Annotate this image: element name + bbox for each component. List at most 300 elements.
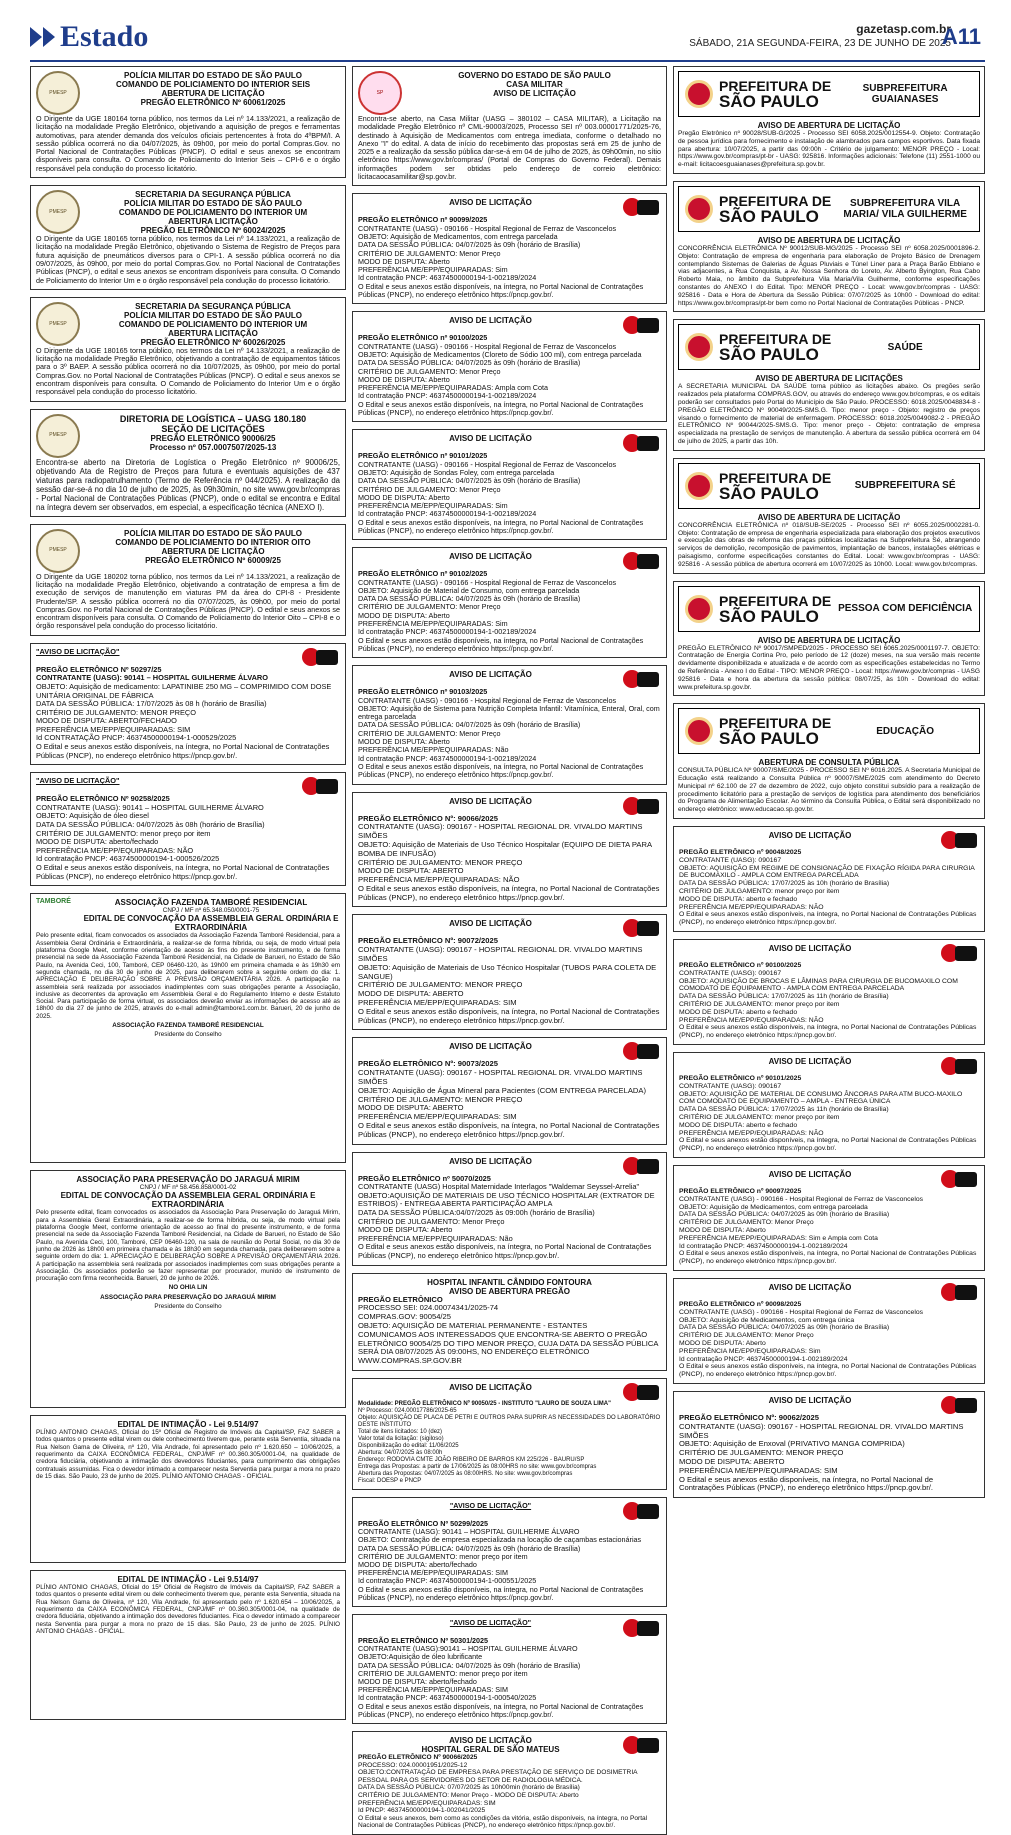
notice-line: CONTRATANTE (UASG): 90141 – HOSPITAL GUILHERME ÁLVARO [36, 802, 264, 812]
notice-subheading: EDITAL DE CONVOCAÇÃO DA ASSEMBLEIA GERAL ORDINÁRIA E EXTRAORDINÁRIA [60, 1191, 316, 1210]
notice-hga-50301 [352, 1614, 667, 1724]
notice-line: OBJETO: Aquisição de Medicamentos (Cloreto de Sódio 100 ml), com entrega parcelada [358, 349, 642, 359]
notice-subheading: ABERTURA DE LICITAÇÃO [161, 89, 265, 98]
sp-gov-logo-icon [941, 1170, 979, 1188]
notice-pref-saude [673, 319, 985, 450]
notice-line: CRITÉRIO DE JULGAMENTO: MENOR PREÇO [358, 1094, 523, 1104]
notice-cnpj: CNPJ / MF nº 65.348.050/0001-75 [162, 907, 260, 915]
notice-line: PREFERÊNCIA ME/EPP/EQUIPARADAS: SIM [358, 1685, 509, 1695]
notice-line: PREFERÊNCIA ME/EPP/EQUIPARADAS: NÃO [679, 903, 824, 911]
notice-lines [679, 1075, 979, 1153]
notice-line: PREFERÊNCIA ME/EPP/EQUIPARADAS: Sim e Ampla com Cota [679, 1234, 878, 1242]
notice-heading: HOSPITAL GERAL DE SÃO MATEUS [421, 1745, 560, 1754]
police-seal-icon: PMESP [36, 302, 80, 346]
notice-line: CRITÉRIO DE JULGAMENTO: MENOR PREÇO [358, 857, 523, 867]
notice-hrvms-90066 [352, 792, 667, 908]
sp-gov-logo-icon [302, 648, 340, 666]
notice-line: CONTRATANTE (UASG):90141 – HOSPITAL GUILHERME ÁLVARO [358, 1644, 578, 1654]
notice-heading: ASSOCIAÇÃO PARA PRESERVAÇÃO DO JARAGUÁ MIRIM [76, 1175, 300, 1185]
notice-heading: HOSPITAL INFANTIL CÂNDIDO FONTOURA [427, 1277, 592, 1287]
notice-line: PREFERÊNCIA ME/EPP/EQUIPARADAS: NÃO [36, 845, 194, 855]
notice-casa-militar [352, 66, 667, 186]
notice-line: MODO DE DISPUTA: ABERTO/FECHADO [36, 716, 177, 726]
notice-tag: AVISO DE LICITAÇÃO [768, 831, 852, 841]
notice-c2 [673, 939, 985, 1045]
banner-department: SUBPREFEITURA GUAIANASES [862, 83, 948, 105]
notice-lauro-souza-lima [352, 1378, 667, 1490]
notice-number: PREGÃO ELETRÔNICO Nº 60009/25 [145, 555, 281, 565]
notice-line: CONTRATANTE (UASG) - 090166 - Hospital Regional de Ferraz de Vasconcelos [679, 1195, 924, 1203]
notice-line: Endereço: RODOVIA CMTE JOÃO RIBEIRO DE BARROS KM 225/226 - BAURU/SP [358, 1456, 585, 1463]
signature-name: NO OHIA LIN [168, 1284, 208, 1292]
notice-subheading: ABERTURA DE LICITAÇÃO [161, 546, 265, 556]
notice-lines [358, 570, 661, 653]
notice-line: CONTRATANTE (UASG) - 090166 - Hospital Regional de Ferraz de Vasconcelos [358, 223, 617, 233]
banner-department: PESSOA COM DEFICIÊNCIA [838, 603, 973, 615]
notice-heading: COMANDO DE POLICIAMENTO DO INTERIOR OITO [115, 537, 311, 547]
notice-line: PREGÃO ELETRÔNICO nº 90100/2025 [358, 333, 488, 343]
notice-line: O Edital e seus anexos estão disponíveis, na íntegra, no Portal Nacional de Contratações Públicas (PNCP), no endereço eletrônico https://pncp.gov.br/. [679, 1137, 977, 1153]
notice-tag: AVISO DE LICITAÇÃO [449, 552, 532, 562]
notice-heading: POLÍCIA MILITAR DO ESTADO DE SÃO PAULO [124, 199, 302, 209]
notice-line: CRITÉRIO DE JULGAMENTO: Menor Preço [358, 1216, 505, 1226]
notice-heading: POLÍCIA MILITAR DO ESTADO DE SÃO PAULO [124, 310, 302, 320]
notice-heading: AVISO DE ABERTURA DE LICITAÇÕES [755, 374, 903, 384]
notice-heading: SEÇÃO DE LICITAÇÕES [161, 423, 265, 434]
sp-gov-logo-icon [941, 944, 979, 962]
sp-gov-logo-icon [623, 1383, 661, 1401]
notice-line: OBJETO:AQUISIÇÃO DE MATERIAIS DE USO TÉCNICO HOSPITALAR (EXTRATOR DE ESTRIBOS) - ENTREGA ABERTA PARTICIPAÇÃO AMPLA [358, 1190, 655, 1209]
notice-line: PREGÃO ELETRÔNICO nº 90103/2025 [358, 687, 488, 697]
notice-hrvms-90072 [352, 914, 667, 1030]
notice-line: PREGÃO ELETRÔNICO nº 90101/2025 [679, 1075, 802, 1083]
banner-department: SUBPREFEITURA SÉ [854, 480, 956, 492]
notice-line: CONTRATANTE (UASG): 090167 [679, 969, 782, 977]
notice-line: PREGÃO ELETRÔNICO Nº 50297/25 [36, 664, 162, 674]
banner-line: PREFEITURA DE [719, 469, 832, 486]
notice-line: CRITÉRIO DE JULGAMENTO: MENOR PREÇO [679, 1448, 844, 1458]
notice-tag: AVISO DE LICITAÇÃO [449, 919, 532, 929]
notice-line: CONTRATANTE (UASG) - 090166 - Hospital Regional de Ferraz de Vasconcelos [358, 695, 617, 705]
notice-line: PREFERÊNCIA ME/EPP/EQUIPARADAS: SIM [36, 724, 191, 734]
notice-lines [679, 1414, 979, 1493]
notice-line: O Edital e seus anexos estão disponíveis, na íntegra, no Portal Nacional de Contratações Públicas (PNCP), no endereço eletrônico https://pncp.gov.br/. [679, 1024, 977, 1040]
notice-line: PREFERÊNCIA ME/EPP/EQUIPARADAS: NÃO [358, 875, 520, 885]
notice-line: PREGÃO ELETRÔNICO nº 90100/2025 [679, 962, 802, 970]
notice-line: OBJETO: Aquisição de Material de Consumo, com entrega parcelada [358, 585, 580, 595]
tambore-logo: TAMBORÉ [36, 898, 71, 906]
notice-line: PREGÃO ELETRÔNICO Nº: 90073/2025 [358, 1059, 498, 1069]
sp-gov-logo-icon [623, 670, 661, 688]
notice-body: Pelo presente edital, ficam convocados os associados da Associação Fazenda Tamboré Residencial, para a Assembleia Geral Ordinária e Extraordinária, a realizar-se de forma híbrida, ou seja, de modo virtual pela plataforma Google Meet, conforme orientação de acesso às fins do presente instrumento, e de forma presencial na sede da Associação Fazenda Tamboré Residencial, na Cidade de Barueri, no Estado de São Paulo, na Avenida Ceci, 100, Tamboré, CEP 06460-120, às 19h00 em primeira chamada e às 19h30 em segunda chamada, no dia 30 de junho de 2025, para deliberarem sobre a seguinte ordem do dia: 1. APRECIAÇÃO E DELIBERAÇÃO SOBRE A PREVISÃO ORÇAMENTÁRIA 2026. A participação na assembleia será realizada por associados inadimplentes com suas obrigações perante a Associação, inclusive as decorrentes da aprovação em Assembleia Geral e do Regulamento Interno e deste Estatuto Social. Para participação de forma virtual, os associados deverão enviar as informações de acesso até as 18h00 do dia 27 de junho de 2025, através do e-mail admin@tambore1.com.br. Barueri, 20 de junho de 2025. [36, 932, 340, 1020]
notice-line: Id CONTRATAÇÃO PNCP: 46374500000194-1-000529/2025 [36, 733, 237, 743]
notice-body: Pregão Eletrônico nº 90028/SUB-G/2025 - Processo SEI 6058.2025/0012554-9. Objeto: Contratação de pessoa jurídica para fornecimento e instalação de alambrados para campos esportivos. Data fixada para abertura: 10/07/2025, a partir das 09:00h - Critério de julgamento: MENOR PREÇO - Local: https://www.gov.br/compras/pt-br - UASG: 925816. Informações adicionais: Telefone (11) 2551-1000 ou e-mail: licitacoesguaianases@prefeitura.sp.gov.br. [678, 130, 980, 169]
notice-tag: AVISO DE LICITAÇÃO [768, 944, 852, 954]
notice-heading: AVISO DE ABERTURA DE LICITAÇÃO [757, 235, 901, 245]
notice-line: Total de itens licitados: 10 (dez) [358, 1428, 443, 1435]
notice-line: Id contratação PNCP: 46374500000194-1-002189/2024 [358, 273, 537, 283]
section-title: Estado [60, 20, 149, 53]
notice-line: CRITÉRIO DE JULGAMENTO: Menor Preço [358, 484, 501, 494]
notice-line: PREGÃO ELETRÔNICO Nº 90066/2025 [358, 1754, 478, 1761]
notice-line: PROCESSO: 024.00001951/2025-12 [358, 1761, 468, 1769]
notice-line: CONTRATANTE (UASG) Hospital Maternidade Interlagos "Waldemar Seyssel-Arrelia" [358, 1182, 640, 1192]
notice-line: O Edital e seus anexos estão disponíveis, na íntegra, no Portal Nacional de Contratações Públicas (PNCP), no endereço eletrônico https://pncp.gov.br/. [679, 1363, 977, 1379]
notice-line: OBJETO:Aquisição de óleo lubrificante [358, 1652, 483, 1662]
notice-line: DATA DA SESSÃO PÚBLICA: 04/07/2025 às 09h (horário de Brasília) [358, 1660, 581, 1670]
police-seal-icon: PMESP [36, 71, 80, 115]
notice-line: PREFERÊNCIA ME/EPP/EQUIPARADAS: SIM [358, 1799, 496, 1807]
column-left [30, 66, 346, 1720]
notice-tag: "AVISO DE LICITAÇÃO" [449, 1617, 532, 1627]
sp-gov-logo-icon [623, 1157, 661, 1175]
notice-pref-pcd [673, 581, 985, 697]
notice-line: O Edital e seus anexos estão disponíveis, na íntegra, no Portal Nacional de Contratações Públicas (PNCP), no endereço eletrônico https://pncp.gov.br/. [358, 761, 644, 780]
notice-line: OBJETO: AQUISIÇÃO DE MATERIAL DE CONSUMO ÂNCORAS PARA ATM BUCO-MAXILO COM COMODATO DE EQUIPAMENTO – AMPLA - ENTREGA ÚNICA [679, 1090, 963, 1106]
sp-gov-logo-icon [941, 1283, 979, 1301]
notice-line: PREGÃO ELETRÔNICO nº 90098/2025 [679, 1300, 802, 1308]
notice-tag: AVISO DE LICITAÇÃO [768, 1169, 852, 1179]
notice-c4 [673, 1165, 985, 1271]
notice-line: MODO DE DISPUTA: aberto/fechado [36, 837, 159, 847]
notice-candido-fontoura [352, 1273, 667, 1371]
notice-line: DATA DA SESSÃO PÚBLICA: 04/07/2025 às 09h (horário de Brasília) [679, 1324, 890, 1332]
prefeitura-banner [678, 586, 980, 632]
notice-line: PREFERÊNCIA ME/EPP/EQUIPARADAS: NÃO [679, 1129, 824, 1137]
notice-line: Id PNCP: 46374500000194-1-002041/2025 [358, 1807, 486, 1815]
notice-pm-cpi6 [30, 66, 346, 178]
prefeitura-banner [678, 186, 980, 232]
notice-line: CONTRATANTE (UASG) - 090166 - Hospital Regional de Ferraz de Vasconcelos [679, 1308, 924, 1316]
notice-line: PREGÃO ELETRÔNICO Nº: 90062/2025 [679, 1412, 819, 1422]
notice-line: CRITÉRIO DE JULGAMENTO: Menor Preço [679, 1219, 814, 1227]
notice-line: CONTRATANTE (UASG) - 090166 - Hospital Regional de Ferraz de Vasconcelos [358, 341, 617, 351]
notice-body: CONCORRÊNCIA ELETRÔNICA Nº 90012/SUB-MG/2025 - Processo SEI nº 6058.2025/0001896-2. Objeto: Contratação de empresa de engenharia para elaboração de Projeto Básico de Drenagem contemplando Sistemas de Galerias de Águas Pluviais e Túnel Liner para a Praça Barão Ebbiano e vias adjacentes, a Rua Conquista, a Av. Nossa Senhora do Loreto, Av. Alberto Byington, Rua Cabo Roberto Maia, no âmbito da Subprefeitura Vila Maria/Vila Guilherme, conforme especificações constantes do ANEXO I do Edital. Tipo: MENOR PREÇO - Local: www.gov.br/compras - UASG: 925816 - Data e Hora de Abertura da Sessão Pública: 07/07/2025 às 10h00 - Download do edital: https://www.gov.br/compras/pt-br bem como no Portal Nacional de Contratações Públicas - PNCP. [678, 244, 980, 307]
notice-line: PREGÃO ELETRÔNICO Nº 50299/2025 [358, 1518, 489, 1528]
chevron-icon [43, 27, 55, 47]
police-seal-icon: PMESP [36, 414, 80, 458]
section-brand [30, 22, 148, 52]
notice-line: MODO DE DISPUTA: ABERTO [679, 1456, 785, 1466]
site-url[interactable]: gazetasp.com.br [856, 22, 951, 36]
notice-line: Abertura: 04/07/2025 às 08:00h [358, 1449, 443, 1456]
notice-line: OBJETO: AQUISIÇÃO EM REGIME DE CONSIGNAÇÃO DE FIXAÇÃO RÍGIDA PARA CIRURGIA DE BUCOMAXILO - AMPLA COM ENTREGA PARCELADA [679, 864, 975, 880]
notice-pm-cpi8 [30, 524, 346, 636]
notice-line: OBJETO: Aquisição de Medicamentos, com entrega parcelada [358, 231, 558, 241]
notice-line: OBJETO: Aquisição de Sondas Foley, com entrega parcelada [358, 467, 555, 477]
notice-line: CRITÉRIO DE JULGAMENTO: Menor Preço [358, 366, 501, 376]
notice-line: MODO DE DISPUTA: Aberto [679, 1226, 766, 1234]
sp-gov-logo-icon [941, 1396, 979, 1414]
prefeitura-banner [678, 71, 980, 117]
notice-lines [358, 1520, 661, 1602]
notice-line: PREFERÊNCIA ME/EPP/EQUIPARADAS: Ampla com Cota [358, 383, 548, 393]
notice-line: Id contratação PNCP: 46374500000194-1-002189/2024 [679, 1242, 848, 1250]
notice-tag: "AVISO DE LICITAÇÃO" [449, 1500, 532, 1510]
notice-lines [679, 962, 979, 1040]
notice-lines [358, 1060, 661, 1139]
notice-heading: COMANDO DE POLICIAMENTO DO INTERIOR SEIS [115, 80, 311, 89]
chevron-icon [30, 27, 42, 47]
notice-heading: DIRETORIA DE LOGÍSTICA – UASG 180.180 [119, 413, 307, 424]
notice-heading: ASSOCIAÇÃO FAZENDA TAMBORÉ RESIDENCIAL [114, 898, 308, 908]
notice-hrfv-90103 [352, 665, 667, 784]
notice-line: PREGÃO ELETRÔNICO nº 50070/2025 [358, 1173, 491, 1183]
notice-lines [679, 1188, 979, 1266]
notice-line: COMUNICAMOS AOS INTERESSADOS QUE ENCONTRA-SE ABERTO O PREGÃO ELETRÔNICO 90054/25 DO TIPO MENOR PREÇO, CUJA DATA DA SESSÃO PÚBLICA SERÁ DIA 08/07/2025 ÀS 09:00HS, NO ENDEREÇO ELETRÔNICO WWW.COMPRAS.SP.GOV.BR [358, 1329, 659, 1366]
notice-tag: AVISO DE LICITAÇÃO [449, 1382, 532, 1392]
notice-hrvms-90073 [352, 1037, 667, 1144]
sp-state-crest-icon: SP [358, 71, 402, 115]
notice-tag: AVISO DE LICITAÇÃO [449, 670, 532, 680]
notice-number: PREGÃO ELETRÔNICO Nº 60061/2025 [140, 98, 286, 107]
notice-pref-educacao [673, 703, 985, 819]
notice-tag: AVISO DE LICITAÇÃO [449, 796, 532, 806]
sp-city-crest-icon [685, 717, 713, 745]
banner-line: PREFEITURA DE [719, 331, 832, 348]
notice-intimacao-1 [30, 1415, 346, 1563]
notice-line: Id contratação PNCP: 46374500000194-1-002189/2024 [358, 509, 537, 519]
notice-line: DATA DA SESSÃO PÚBLICA: 04/07/2025 às 09h (horário de Brasília) [358, 720, 581, 730]
sp-gov-logo-icon [623, 797, 661, 815]
notice-heading: AVISO DE ABERTURA DE LICITAÇÃO [757, 635, 901, 645]
notice-line: Valor total da licitação: (sigiloso) [358, 1435, 444, 1442]
notice-line: CONTRATANTE (UASG) - 090166 - Hospital Regional de Ferraz de Vasconcelos [358, 459, 617, 469]
notice-heading: COMANDO DE POLICIAMENTO DO INTERIOR UM [118, 319, 308, 329]
notice-line: CONTRATANTE (UASG): 090167 - HOSPITAL REGIONAL DR. VIVALDO MARTINS SIMÕES [679, 1421, 964, 1440]
column-right [673, 66, 985, 1498]
sp-city-crest-icon [685, 195, 713, 223]
notice-heading: CASA MILITAR [506, 80, 563, 89]
signature-role: Presidente do Conselho [154, 1303, 222, 1311]
notice-line: Id contratação PNCP: 46374500000194-1-002189/2024 [358, 627, 537, 637]
notice-pref-se [673, 458, 985, 574]
notice-c1 [673, 826, 985, 932]
notice-line: OBJETO: AQUISIÇÃO DE MATERIAL PERMANENTE - ESTANTES [358, 1320, 588, 1330]
issue-date: SÁBADO, 21A SEGUNDA-FEIRA, 23 DE JUNHO DE 2025 [689, 38, 951, 49]
notice-line: Id contratação PNCP: 46374500000194-1-002189/2024 [358, 391, 537, 401]
notice-line: OBJETO: Aquisição de Medicamentos, com entrega parcelada [679, 1203, 868, 1211]
page-header [0, 0, 1011, 58]
sp-gov-logo-icon [623, 1736, 661, 1754]
notice-subheading: AVISO DE ABERTURA PREGÃO [448, 1286, 571, 1296]
notice-line: O Edital e seus anexos estão disponíveis, na íntegra, no Portal Nacional de Contratações Públicas (PNCP), no endereço eletrônico https://pncp.gov.br/. [358, 1584, 644, 1602]
signature-org: ASSOCIAÇÃO FAZENDA TAMBORÉ RESIDENCIAL [112, 1022, 264, 1030]
notice-line: DATA DA SESSÃO PÚBLICA: 04/07/2025 às 09h (horário de Brasília) [358, 594, 581, 604]
notice-line: O Edital e seus anexos estão disponíveis, na íntegra, no Portal Nacional de Contratações Públicas (PNCP), no endereço eletrônico https://pncp.gov.br/. [358, 281, 644, 300]
notice-heading: EDITAL DE INTIMAÇÃO - Lei 9.514/97 [117, 1420, 259, 1430]
banner-line: PREFEITURA DE [719, 592, 832, 609]
notice-hrfv-90101 [352, 429, 667, 540]
notice-tag: AVISO DE LICITAÇÃO [768, 1057, 852, 1067]
notice-tag: AVISO DE LICITAÇÃO [449, 434, 532, 444]
notice-body: PLÍNIO ANTONIO CHAGAS, Oficial do 15º Oficial de Registro de Imóveis da Capital/SP, FAZ SABER a todos quantos o presente edital virem ou dele conhecimento tiverem que, perante esta Serventia, situada na Rua Nelson Gama de Oliveira, nº 120, Vila Andrade, foi apresentado pelo nº 1.620.650 – 10/06/2025, a requerimento da CAIXA ECONÔMICA FEDERAL, CNPJ/MF nº 00.360.305/0001-04, na qualidade de credora fiduciária, objetivando a intimação dos devedores fiduciantes, para cumprimento das obrigações contratuais assumidas. Fica o devedor intimado a comparecer nesta Serventia para purgar a mora no prazo de 15 dias. São Paulo, 23 de junho de 2025. PLÍNIO ANTONIO CHAGAS - OFICIAL. [36, 1429, 340, 1480]
notice-sao-mateus [352, 1731, 667, 1835]
notice-ssp-cpi1-a [30, 185, 346, 290]
notice-lines [358, 1296, 661, 1366]
notice-line: PREFERÊNCIA ME/EPP/EQUIPARADAS: SIM [358, 998, 517, 1008]
notice-line: PREFERÊNCIA ME/EPP/EQUIPARADAS: SIM [679, 1465, 838, 1475]
page-number: A11 [941, 24, 981, 49]
notice-lines [358, 452, 661, 535]
sp-gov-logo-icon [623, 1502, 661, 1520]
sp-city-crest-icon [685, 595, 713, 623]
sp-gov-logo-icon [941, 831, 979, 849]
notice-line: Nº Processo: 024.00017786/2025-65 [358, 1407, 457, 1414]
notice-heading: SECRETARIA DA SEGURANÇA PÚBLICA [135, 190, 291, 200]
notice-tag: AVISO DE LICITAÇÃO [449, 1736, 532, 1745]
notice-line: O Edital e seus anexos estão disponíveis, na íntegra, no Portal Nacional de Contratações Públicas (PNCP), no endereço eletrônico https://pncp.gov.br/. [679, 1474, 934, 1493]
banner-line: SÃO PAULO [719, 606, 819, 626]
notice-line: PREGÃO ELETRÔNICO Nº: 90066/2025 [358, 813, 498, 823]
notice-heading: EDITAL DE INTIMAÇÃO - Lei 9.514/97 [117, 1575, 259, 1585]
notice-body: PREGÃO ELETRÔNICO Nº 90017/SMPED/2025 - PROCESSO SEI 6065.2025/0001197-7. OBJETO: Contratação de Energia Cortina Pro, pelo período de 12 (doze) meses, na sua versão mais recente devidamente disponibilizada e atualizada e de acordo com as especificações estabelecidas no Termo de Referência - Anexo I do Edital - TIPO: MENOR PREÇO - Local: https://www.gov.br/compras - UASG 925816 - Data e hora da abertura da sessão pública: 08/07/25, às 10h - Download do edital: www.prefeitura.sp.gov.br. [678, 644, 980, 691]
banner-line: SÃO PAULO [719, 729, 819, 749]
notice-hrfv-90099 [352, 193, 667, 304]
notice-line: CONTRATANTE (UASG) - 090166 - Hospital Regional de Ferraz de Vasconcelos [358, 577, 617, 587]
notice-lines [358, 334, 661, 417]
sp-gov-logo-icon [623, 1042, 661, 1060]
notice-line: PREGÃO ELETRÔNICO Nº: 90072/2025 [358, 936, 498, 946]
notice-subheading: AVISO DE LICITAÇÃO [493, 89, 576, 98]
notice-line: OBJETO: Aquisição de óleo diesel [36, 811, 149, 821]
notice-line: OBJETO: Aquisição de Materiais de Uso Técnico Hospitalar (EQUIPO DE DIETA PARA BOMBA DE INFUSÃO) [358, 839, 652, 858]
notice-body: CONCORRÊNCIA ELETRÔNICA nº 018/SUB-SE/2025 - Processo SEI nº 6055.2025/0002281-0. Objeto: Contratação de empresa de engenharia especializada para elaboração dos projetos executivos e execução das obras de reforma das praças públicas localizadas na Subprefeitura Sé, abrangendo serviços de demolição, recomposição de pavimentos, implantação de bancos, instalações elétricas e paisagismo, conforme especificações constantes do Edital. Local: www.gov.br/compras - UASG: 925816 - A sessão pública de abertura ocorrerá em 10/07/2025 às 10h00. Local: www.gov.br/compras. [678, 521, 980, 568]
sp-gov-logo-icon [941, 1057, 979, 1075]
sp-city-crest-icon [685, 333, 713, 361]
notice-line: PREFERÊNCIA ME/EPP/EQUIPARADAS: Sim [358, 501, 508, 511]
notice-line: DATA DA SESSÃO PÚBLICA: 07/07/2025 às 10h00min (horário de Brasília) [358, 1784, 580, 1792]
notice-line: O Edital e seus anexos estão disponíveis, na íntegra, no Portal Nacional de Contratações Públicas (PNCP), no endereço eletrônico https://pncp.gov.br/. [358, 517, 644, 535]
notice-line: OBJETO:CONTRATAÇÃO DE EMPRESA PARA PRESTAÇÃO DE SERVIÇO DE DOSIMETRIA PESSOAL PARA OS SERVIDORES DO SETOR DE RADIOLOGIA MÉDICA. [358, 1769, 638, 1784]
notice-line: OBJETO: Aquisição de Sistema para Nutrição Completa Infantil: Vitamínica, Enteral, Oral, com entrega parcelada [358, 703, 660, 722]
notice-lines [358, 815, 661, 903]
notice-line: PREFERÊNCIA ME/EPP/EQUIPARADAS: Sim [358, 265, 508, 275]
notice-line: DATA DA SESSÃO PÚBLICA: 17/07/2025 às 11h (horário de Brasília) [679, 1106, 889, 1114]
notice-line: CONTRATANTE (UASG): 090167 - HOSPITAL REGIONAL DR. VIVALDO MARTINS SIMÕES [358, 945, 643, 964]
notice-lines [358, 216, 661, 299]
notice-cnpj: CNPJ / MF nº 58.456.858/0001-02 [139, 1184, 237, 1192]
notice-tag: AVISO DE LICITAÇÃO [449, 198, 532, 208]
notice-line: CRITÉRIO DE JULGAMENTO: menor preço por item [679, 1114, 840, 1121]
notice-line: MODO DE DISPUTA: Aberto [358, 492, 450, 502]
notice-line: O Edital e seus anexos estão disponíveis, na íntegra, no Portal Nacional de Contratações Públicas (PNCP), no endereço eletrônico https://pncp.gov.br/. [679, 1250, 977, 1266]
notice-line: MODO DE DISPUTA: ABERTO [358, 1103, 464, 1113]
notice-heading: AVISO DE ABERTURA DE LICITAÇÃO [757, 512, 901, 522]
notice-line: PREFERÊNCIA ME/EPP/EQUIPARADAS: Sim [358, 619, 508, 629]
notice-tag: "AVISO DE LICITAÇÃO" [36, 776, 120, 786]
notice-line: PREGÃO ELETRÔNICO nº 90099/2025 [358, 215, 488, 225]
notice-line: CONTRATANTE (UASG): 90141 – HOSPITAL GUILHERME ÁLVARO [36, 673, 268, 683]
notice-line: CONTRATANTE (UASG): 090167 - HOSPITAL REGIONAL DR. VIVALDO MARTINS SIMÕES [358, 1068, 643, 1087]
banner-line: PREFEITURA DE [719, 192, 832, 209]
notice-line: OBJETO: Aquisição de Água Mineral para Pacientes (COM ENTREGA PARCELADA) [358, 1085, 646, 1095]
sp-gov-logo-icon [302, 777, 340, 795]
notice-hga-90258 [30, 772, 346, 886]
notice-body: PLÍNIO ANTONIO CHAGAS, Oficial do 15º Oficial de Registro de Imóveis da Capital/SP, FAZ SABER a todos quantos o presente edital virem ou dele conhecimento tiverem que, perante esta Serventia, situada na Rua Nelson Gama de Oliveira, nº 120, Vila Andrade, foi apresentado pelo nº 1.620.654 – 10/06/2025, a requerimento da CAIXA ECONÔMICA FEDERAL, CNPJ/MF nº 00.360.305/0001-04, na qualidade de credora fiduciária, objetivando a intimação dos devedores fiduciantes. Fica o devedor intimado a comparecer nesta Serventia para purgar a mora no prazo de 15 dias. São Paulo, 23 de junho de 2025. PLÍNIO ANTONIO CHAGAS - OFICIAL. [36, 1584, 340, 1635]
notice-subheading: ABERTURA LICITAÇÃO [168, 217, 258, 227]
notice-line: MODO DE DISPUTA: Aberto [358, 256, 450, 266]
notice-line: MODO DE DISPUTA: Aberto [358, 374, 450, 384]
notice-line: PREFERÊNCIA ME/EPP/EQUIPARADAS: Não [358, 745, 509, 755]
notice-heading: GOVERNO DO ESTADO DE SÃO PAULO [458, 71, 611, 80]
notice-line: CRITÉRIO DE JULGAMENTO: Menor Preço - MODO DE DISPUTA: Aberto [358, 1791, 579, 1799]
notice-line: Id contratação PNCP: 46374500000194-1-000526/2025 [36, 854, 220, 864]
sp-city-crest-icon [685, 472, 713, 500]
notice-line: O Edital e seus anexos estão disponíveis, na íntegra, no Portal Nacional de Contratações Públicas (PNCP), no endereço eletrônico https://pncp.gov.br/. [679, 911, 977, 927]
sp-gov-logo-icon [623, 434, 661, 452]
notice-tag: AVISO DE LICITAÇÃO [768, 1395, 852, 1405]
notice-line: CRITÉRIO DE JULGAMENTO: Menor Preço [358, 728, 501, 738]
notice-line: DATA DA SESSÃO PÚBLICA: 04/07/2025 às 09h (horário de Brasília) [358, 240, 581, 250]
notice-line: CRITÉRIO DE JULGAMENTO: MENOR PREÇO [36, 707, 197, 717]
notice-lines [679, 1301, 979, 1379]
notice-line: O Edital e seus anexos estão disponíveis, na íntegra, no Portal Nacional de Contratações Públicas (PNCP), no endereço eletrônico https://pncp.gov.br/. [36, 863, 330, 881]
notice-line: CRITÉRIO DE JULGAMENTO: MENOR PREÇO [358, 980, 523, 990]
notice-line: O Edital e seus anexos estão disponíveis, na íntegra, no Portal Nacional de Contratações Públicas (PNCP), no endereço eletrônico https://pncp.gov.br/. [358, 1121, 660, 1139]
notice-line: PROCESSO SEI: 024.00074341/2025-74 [358, 1303, 499, 1313]
notice-number: PREGÃO ELETRÔNICO Nº 60026/2025 [140, 337, 286, 347]
notice-line: PREFERÊNCIA ME/EPP/EQUIPARADAS: Não [358, 1233, 513, 1243]
notice-pref-guaianases [673, 66, 985, 174]
banner-department: SUBPREFEITURA VILA MARIA/ VILA GUILHERME [843, 197, 967, 220]
signature-org: ASSOCIAÇÃO PARA PRESERVAÇÃO DO JARAGUÁ MIRIM [100, 1293, 276, 1301]
notice-line: CRITÉRIO DE JULGAMENTO: Menor Preço [679, 1332, 814, 1340]
notice-line: DATA DA SESSÃO PÚBLICA: 04/07/2025 às 08h (horário de Brasília) [36, 820, 265, 830]
notice-line: MODO DE DISPUTA: Aberto [358, 610, 450, 620]
notice-heading: AVISO DE ABERTURA DE LICITAÇÃO [757, 121, 901, 130]
notice-tag: AVISO DE LICITAÇÃO [449, 1156, 532, 1166]
sp-gov-logo-icon [623, 919, 661, 937]
notice-diretoria-logistica [30, 409, 346, 517]
banner-line: SÃO PAULO [719, 92, 819, 111]
notice-line: O Edital e seus anexos, bem como as condições da vitória, estão disponíveis, na íntegra, no Portal Nacional de Contratações Públicas (PNCP), no endereço eletrônico https://pncp.gov.br/. [358, 1814, 648, 1830]
notice-line: CONTRATANTE (UASG): 090167 - HOSPITAL REGIONAL DR. VIVALDO MARTINS SIMÕES [358, 822, 643, 841]
notice-line: OBJETO: AQUISIÇÃO DE BROCAS E LÂMINAS PARA CIRURGIA DE BUCOMAXILO COM COMODATO DE EQUIPAMENTO - AMPLA COM ENTREGA PARCELADA [679, 977, 958, 993]
notice-body: CONSULTA PÚBLICA Nº 90007/SME/2025 - PROCESSO SEI Nº 6016.2025. A Secretaria Municipal de Educação está realizando a Consulta Pública nº 90007/SME/2025 com atendimento do Decreto Municipal nº 62.100 de 27 de dezembro de 2022, cujo objeto constitui subsídio para a realização de procedimento licitatório para a prestação de serviços de logística para atendimento dos beneficiários do Programa de Alimentação Escolar. Ao término da Consulta Pública, o Edital será disponibilizado no endereço eletrônico: www.educacao.sp.gov.br. [678, 767, 980, 814]
sp-gov-logo-icon [623, 1619, 661, 1637]
notice-line: MODO DE DISPUTA: aberto e fechado [679, 1121, 798, 1129]
notice-line: PREFERÊNCIA ME/EPP/EQUIPARADAS: SIM [358, 1568, 509, 1578]
notice-line: PREFERÊNCIA ME/EPP/EQUIPARADAS: Sim [679, 1347, 821, 1355]
banner-line: SÃO PAULO [719, 345, 819, 365]
banner-line: SÃO PAULO [719, 206, 819, 226]
notice-line: DATA DA SESSÃO PÚBLICA: 17/07/2025 às 10h (horário de Brasília) [679, 880, 890, 888]
notice-jaragua [30, 1170, 346, 1408]
notice-line: DATA DA SESSÃO PÚBLICA: 17/07/2025 às 11h (horário de Brasília) [679, 993, 889, 1001]
signature-role: Presidente do Conselho [154, 1031, 222, 1039]
notice-hrfv-90100 [352, 311, 667, 422]
police-seal-icon: PMESP [36, 529, 80, 573]
notice-line: PREGÃO ELETRÔNICO Nº 50301/2025 [358, 1635, 489, 1645]
notice-lines [358, 1754, 661, 1830]
notice-line: MODO DE DISPUTA: aberto/fechado [358, 1559, 477, 1569]
notice-line: CRITÉRIO DE JULGAMENTO: Menor Preço [358, 248, 501, 258]
notice-body: A SECRETARIA MUNICIPAL DA SAÚDE torna público as licitações abaixo. Os pregões serão realizados pela plataforma COMPRAS.GOV, ou através do endereço www.gov.br/compras, e os editais poderão ser consultados pelo Portal do Município de São Paulo. PROCESSO: 6018.2025/0048834-8 - PREGÃO ELETRÔNICO Nº 90049/2025-SMS.G. Tipo: menor preço - Objeto: registro de preços visando o fornecimento de material de enfermagem. PROCESSO: 6018.2025/0049082-2 - PREGÃO ELETRÔNICO Nº 90044/2025-SMS.G. Tipo: menor preço - Objeto: contratação de empresa especializada na prestação de serviços de manutenção. A abertura da sessão pública ocorrerá em 04 de julho de 2025, a partir das 10h. [678, 383, 980, 445]
notice-line: Disponibilização do edital: 11/06/2025 [358, 1442, 459, 1449]
notice-number: PREGÃO ELETRÔNICO 90006/25 [150, 433, 276, 443]
notice-line: MODO DE DISPUTA: ABERTO [358, 866, 464, 876]
notice-heading: POLÍCIA MILITAR DO ESTADO DE SÃO PAULO [124, 528, 302, 538]
notice-line: PREGÃO ELETRÔNICO nº 90048/2025 [679, 849, 802, 857]
notice-line: Id contratação PNCP: 46374500000194-1-000540/2025 [358, 1693, 537, 1703]
notice-line: Abertura das Propostas: 04/07/2025 às 08:00HRS. No site: www.gov.br/compras [358, 1470, 573, 1477]
notice-line: PREGÃO ELETRÔNICO nº 90102/2025 [358, 569, 488, 579]
notice-line: OBJETO: Aquisição de medicamento: LAPATINIBE 250 MG – COMPRIMIDO COM DOSE UNITÁRIA ORIGINAL DE FÁBRICA [36, 681, 332, 700]
notice-line: PREGÃO ELETRÔNICO nº 90097/2025 [679, 1187, 802, 1195]
notice-line: CRITÉRIO DE JULGAMENTO: menor preço por item [358, 1551, 528, 1561]
notice-line: O Edital e seus anexos estão disponíveis, na íntegra, no Portal Nacional de Contratações Públicas (PNCP), no endereço eletrônico https://pncp.gov.br/. [358, 1006, 660, 1025]
